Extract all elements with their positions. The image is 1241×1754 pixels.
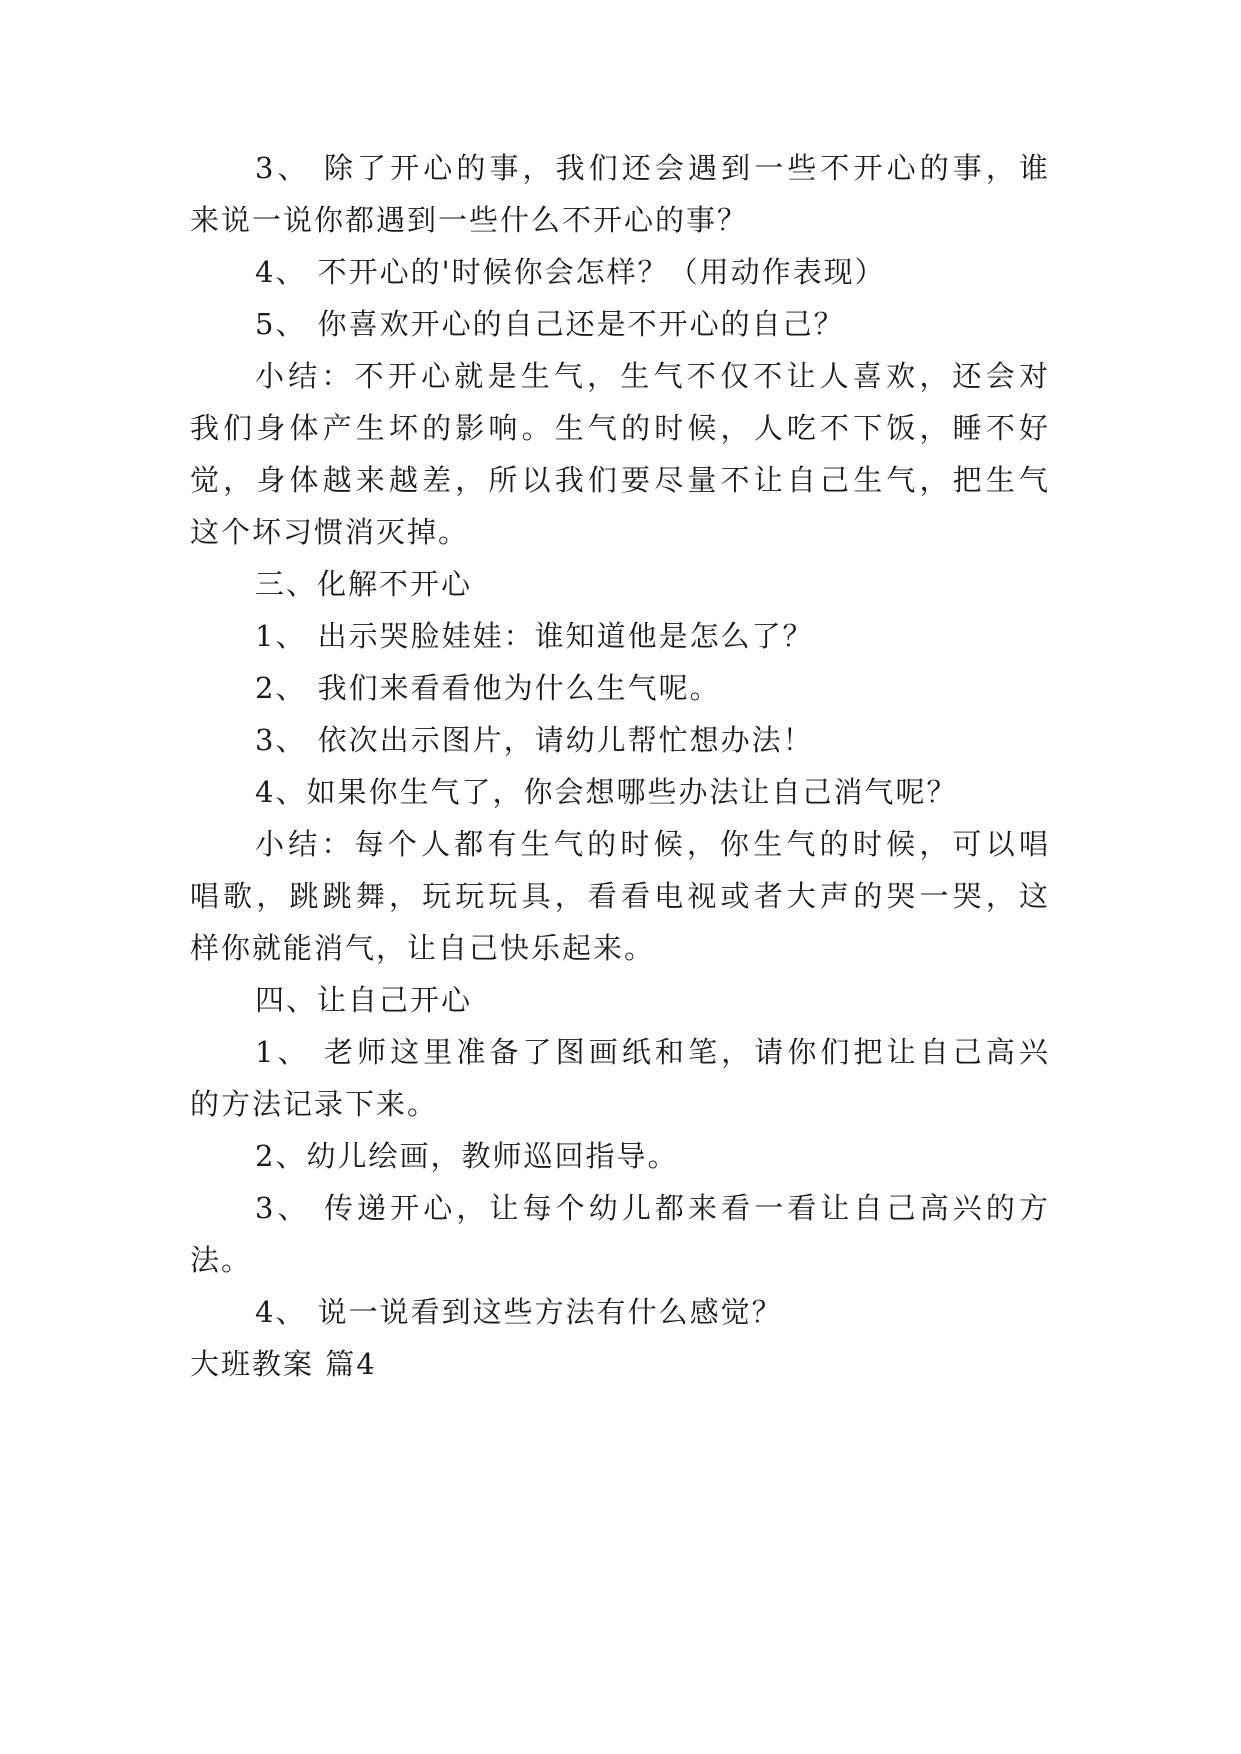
paragraph-line: 4、如果你生气了，你会想哪些办法让自己消气呢？ (255, 775, 958, 809)
paragraph-line: 这个坏习惯消灭掉。 (190, 515, 470, 549)
paragraph-line: 唱歌，跳跳舞，玩玩玩具，看看电视或者大声的哭一哭，这 (190, 879, 1050, 913)
section-heading: 四、让自己开心 (255, 983, 473, 1017)
paragraph-line: 3、 传递开心，让每个幼儿都来看一看让自己高兴的方 (255, 1191, 1050, 1225)
paragraph-line: 法。 (190, 1243, 253, 1277)
paragraph-line: 1、 出示哭脸娃娃：谁知道他是怎么了？ (255, 619, 814, 653)
paragraph-line: 2、 我们来看看他为什么生气呢。 (255, 671, 721, 705)
paragraph-line: 4、 说一说看到这些方法有什么感觉？ (255, 1295, 783, 1329)
paragraph-line: 我们身体产生坏的影响。生气的时候，人吃不下饭，睡不好 (190, 411, 1050, 445)
paragraph-line: 小结：不开心就是生气，生气不仅不让人喜欢，还会对 (255, 359, 1050, 393)
paragraph-line: 样你就能消气，让自己快乐起来。 (190, 931, 656, 965)
paragraph-line: 2、幼儿绘画，教师巡回指导。 (255, 1139, 679, 1173)
paragraph-line: 3、 除了开心的事，我们还会遇到一些不开心的事，谁 (255, 151, 1050, 185)
document-title-heading: 大班教案 篇4 (190, 1347, 377, 1381)
section-heading: 三、化解不开心 (255, 567, 473, 601)
paragraph-line: 来说一说你都遇到一些什么不开心的事？ (190, 203, 749, 237)
paragraph-line: 觉，身体越来越差，所以我们要尽量不让自己生气，把生气 (190, 463, 1050, 497)
paragraph-line: 4、 不开心的'时候你会怎样？（用动作表现） (255, 255, 886, 289)
paragraph-line: 的方法记录下来。 (190, 1087, 439, 1121)
paragraph-line: 小结：每个人都有生气的时候，你生气的时候，可以唱 (255, 827, 1050, 861)
paragraph-line: 3、 依次出示图片，请幼儿帮忙想办法！ (255, 723, 814, 757)
paragraph-line: 5、 你喜欢开心的自己还是不开心的自己？ (255, 307, 845, 341)
paragraph-line: 1、 老师这里准备了图画纸和笔，请你们把让自己高兴 (255, 1035, 1050, 1069)
